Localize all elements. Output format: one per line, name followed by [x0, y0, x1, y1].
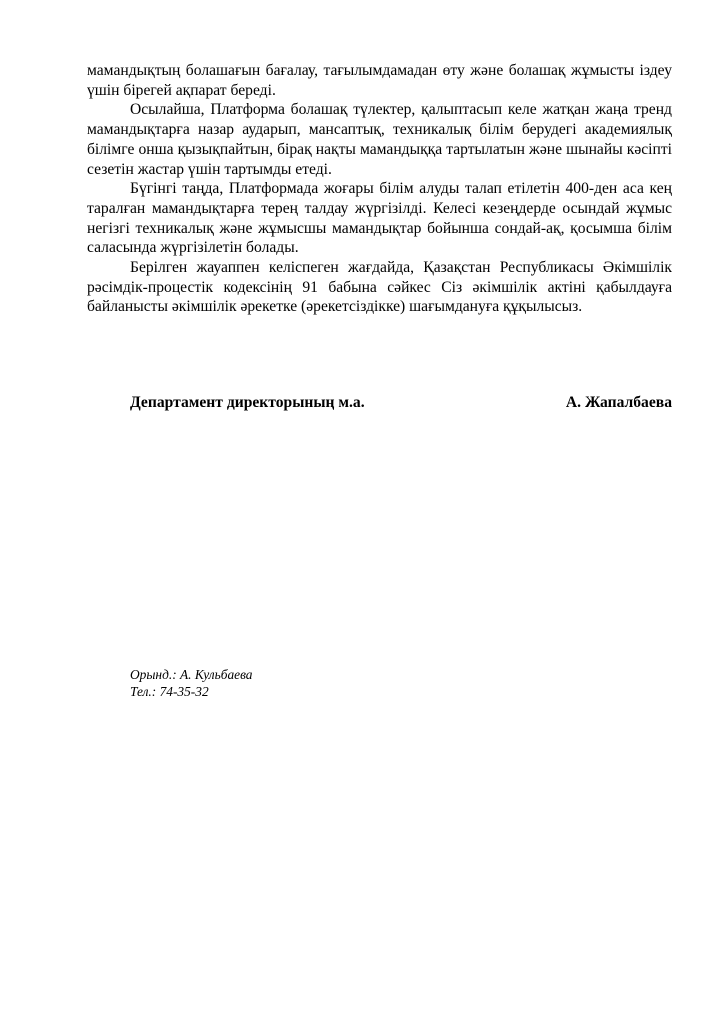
- executor-phone: Тел.: 74-35-32: [130, 684, 209, 699]
- paragraph-platform-summary: Осылайша, Платформа болашақ түлектер, қалыптасып келе жатқан жаңа тренд мамандықтарға назар аударып, мансаптық, техникалық білім берудегі академиялық білімге онша қызықпайтын, бірақ нақты мамандыққа тартылатын және шынайы кәсіпті сезетін жастар үшін тартымды етеді.: [87, 101, 672, 178]
- signature-block: [130, 393, 672, 412]
- paragraph-continuation: мамандықтың болашағын бағалау, тағылымдамадан өту және болашақ жұмысты іздеу үшін бірегей ақпарат береді.: [87, 62, 672, 99]
- executor-name: Орынд.: А. Кульбаева: [130, 667, 253, 682]
- signatory-name: А. Жапалбаева: [565, 394, 672, 411]
- signatory-position: Департамент директорының м.а.: [130, 394, 365, 411]
- executor-info: [130, 666, 253, 700]
- letter-body: [87, 61, 672, 317]
- paragraph-current-status: Бүгінгі таңда, Платформада жоғары білім алуды талап етілетін 400-ден аса кең таралған мамандықтарға терең талдау жүргізілді. Келесі кезеңдерде осындай жұмыс негізгі техникалық және жұмысшы мамандықтар бойынша сондай-ақ, қосымша білім саласында жүргізілетін болады.: [87, 180, 672, 257]
- paragraph-appeal-notice: Берілген жауаппен келіспеген жағдайда, Қазақстан Республикасы Әкімшілік рәсімдік-процестік кодексінің 91 бабына сәйкес Сіз әкімшілік актіні қабылдауға байланысты әкімшілік әрекетке (әрекетсіздікке) шағымдануға құқылысыз.: [87, 259, 672, 316]
